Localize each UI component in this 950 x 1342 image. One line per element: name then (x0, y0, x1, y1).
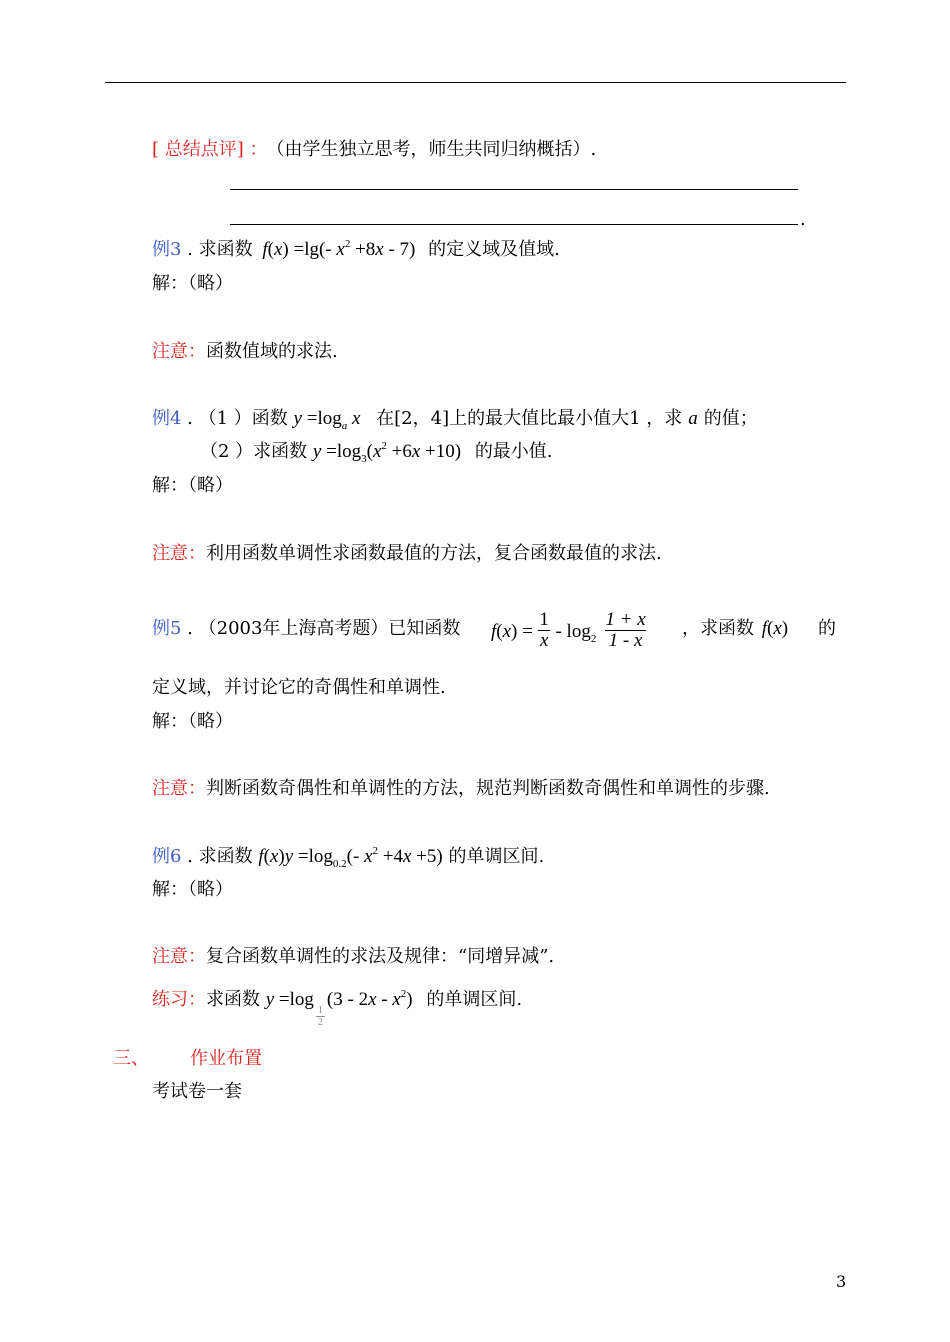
example-5-text-mid: ，求函数 f(x) (682, 618, 789, 639)
solution-6: 解：（略） (152, 879, 233, 900)
example-5-sep: . (181, 618, 199, 639)
example-6-sep: . (181, 846, 199, 867)
blank-line-2 (230, 224, 798, 225)
summary-line (152, 138, 596, 162)
example-5-fraction-1: $\frac{1}{x}$ (539, 609, 549, 651)
section-3-number: 三、 (113, 1048, 149, 1069)
solution-5: 解：（略） (152, 711, 233, 732)
example-6-formula: $f(x)y =\log_{0.2}(-$ $x^2 +4x +5$) (258, 845, 443, 870)
header-rule (105, 82, 846, 83)
example-4-formula-2: $y =\log_3(x^2 +6x +10)$ (312, 440, 462, 465)
example-4-part-2: （2 ）求函数 $y =\log_3(x^2 +6x +10)$ 的最小值. (200, 440, 553, 465)
example-3-text-after: 的定义域及值域. (428, 239, 560, 260)
note-3-text: 函数值域的求法. (206, 341, 338, 362)
example-4-part-1: 例4 . （1 ）函数 $y =\log_a$ x 在[2，4]上的最大值比最小值大1 ，求 a 的值； (152, 408, 758, 432)
example-3-label: 例3 (152, 239, 182, 260)
note-5-text: 判断函数奇偶性和单调性的方法，规范判断函数奇偶性和单调性的步骤. (206, 778, 770, 799)
example-6: 例6 . 求函数 $f(x)y =\log_{0.2}(-$ $x^2 +4x +5$) 的单调区间. (152, 845, 545, 870)
homework-text: 考试卷一套 (152, 1081, 242, 1102)
example-3-formula: f(x) =lg(- $x^2 +8x - 7$) (262, 238, 416, 260)
solution-3: 解：（略） (152, 273, 233, 294)
note-3-label: 注意： (152, 341, 206, 362)
note-4 (152, 542, 662, 566)
note-5-label: 注意： (152, 778, 206, 799)
example-5-text-end: 的 (818, 618, 836, 639)
example-3-text-before: 求函数 (198, 239, 253, 260)
page-number: 3 (836, 1272, 847, 1291)
practice-formula: y =log $\frac{1}{2}$ $(3 - 2x - x^2)$ (265, 988, 413, 1029)
practice: 练习：求函数 y =log $\frac{1}{2}$ $(3 - 2x - x^2)$ 的单调区间. (152, 988, 523, 1029)
blank-end-dot: . (800, 209, 806, 230)
practice-label: 练习： (152, 989, 206, 1010)
example-5-formula: f(x) = $\frac{1}{x}$ - $\log_2$ $\frac{1 + x}{1 - x}$ (491, 609, 646, 651)
note-3 (152, 340, 338, 364)
example-6-label: 例6 (152, 846, 182, 867)
example-5-line-1: 例5 . （2003年上海高考题）已知函数 (152, 618, 461, 639)
example-3-sep: . (181, 239, 199, 260)
example-4-sep: . (181, 408, 199, 429)
note-6-label: 注意： (152, 946, 206, 967)
section-3-title: 作业布置 (190, 1048, 262, 1069)
summary-label: [ 总结点评] ： (152, 139, 268, 160)
note-4-label: 注意： (152, 543, 206, 564)
example-4-formula-1: $y =\log_a$ x (293, 408, 361, 432)
example-4-label: 例4 (152, 408, 182, 429)
note-6-text: 复合函数单调性的求法及规律：“同增异减”. (206, 946, 555, 967)
note-4-text: 利用函数单调性求函数最值的方法，复合函数最值的求法. (206, 543, 662, 564)
note-5 (152, 777, 770, 801)
practice-log-base: $\frac{1}{2}$ (317, 1005, 323, 1029)
summary-text: （由学生独立思考，师生共同归纳概括）. (275, 139, 597, 160)
example-5-fraction-2: $\frac{1 + x}{1 - x}$ (605, 609, 646, 651)
blank-line-1 (230, 189, 798, 190)
solution-4: 解：（略） (152, 475, 233, 496)
example-5-line-2: 定义域，并讨论它的奇偶性和单调性. (152, 677, 446, 698)
note-6 (152, 945, 554, 969)
example-5-label: 例5 (152, 618, 182, 639)
example-3 (152, 238, 560, 264)
